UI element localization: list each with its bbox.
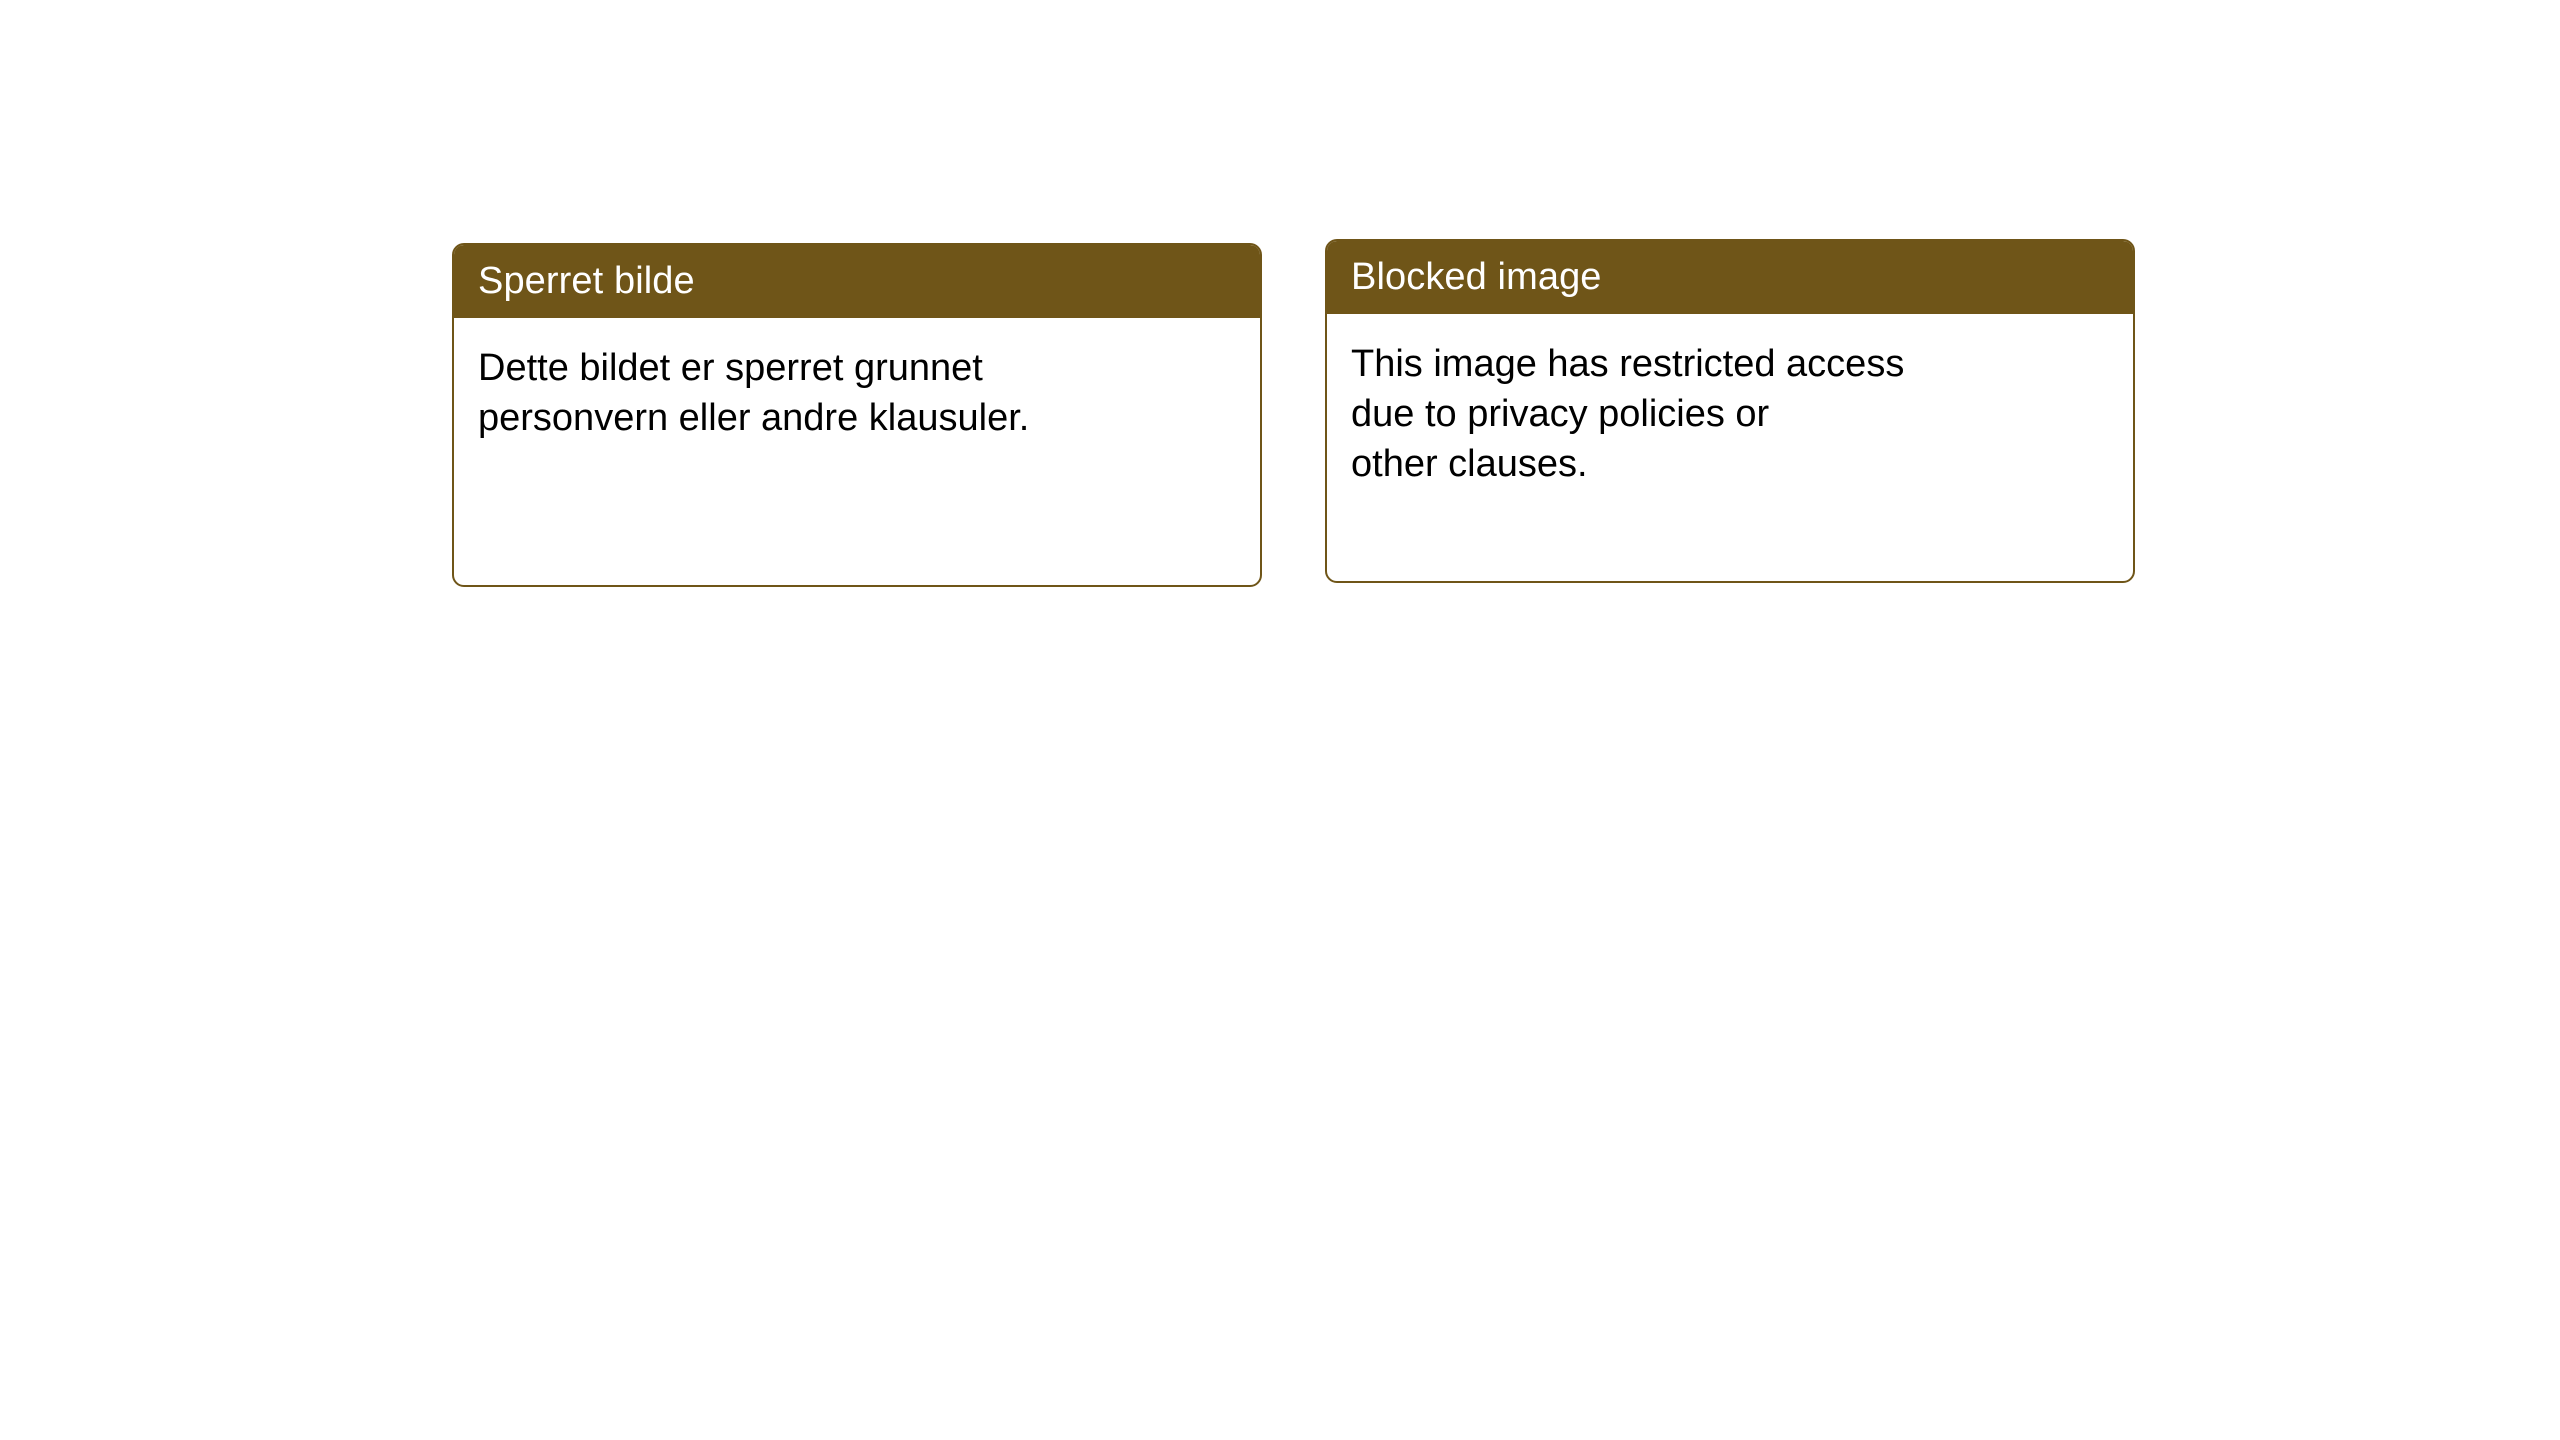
notice-body-en [1327,314,2133,489]
notice-body-line: Dette bildet er sperret grunnet [478,347,983,389]
blocked-image-notice-no [452,243,1262,587]
notice-body-line: This image has restricted access [1351,343,1905,385]
notice-title-en: Blocked image [1327,241,2133,314]
notice-body-line: personvern eller andre klausuler. [478,397,1030,440]
blocked-image-notice-en [1325,239,2135,583]
notice-body-line: due to privacy policies or [1351,393,1770,436]
notice-body-no [454,318,1260,443]
notice-title-no: Sperret bilde [454,245,1260,318]
notice-body-line: other clauses. [1351,443,1588,486]
